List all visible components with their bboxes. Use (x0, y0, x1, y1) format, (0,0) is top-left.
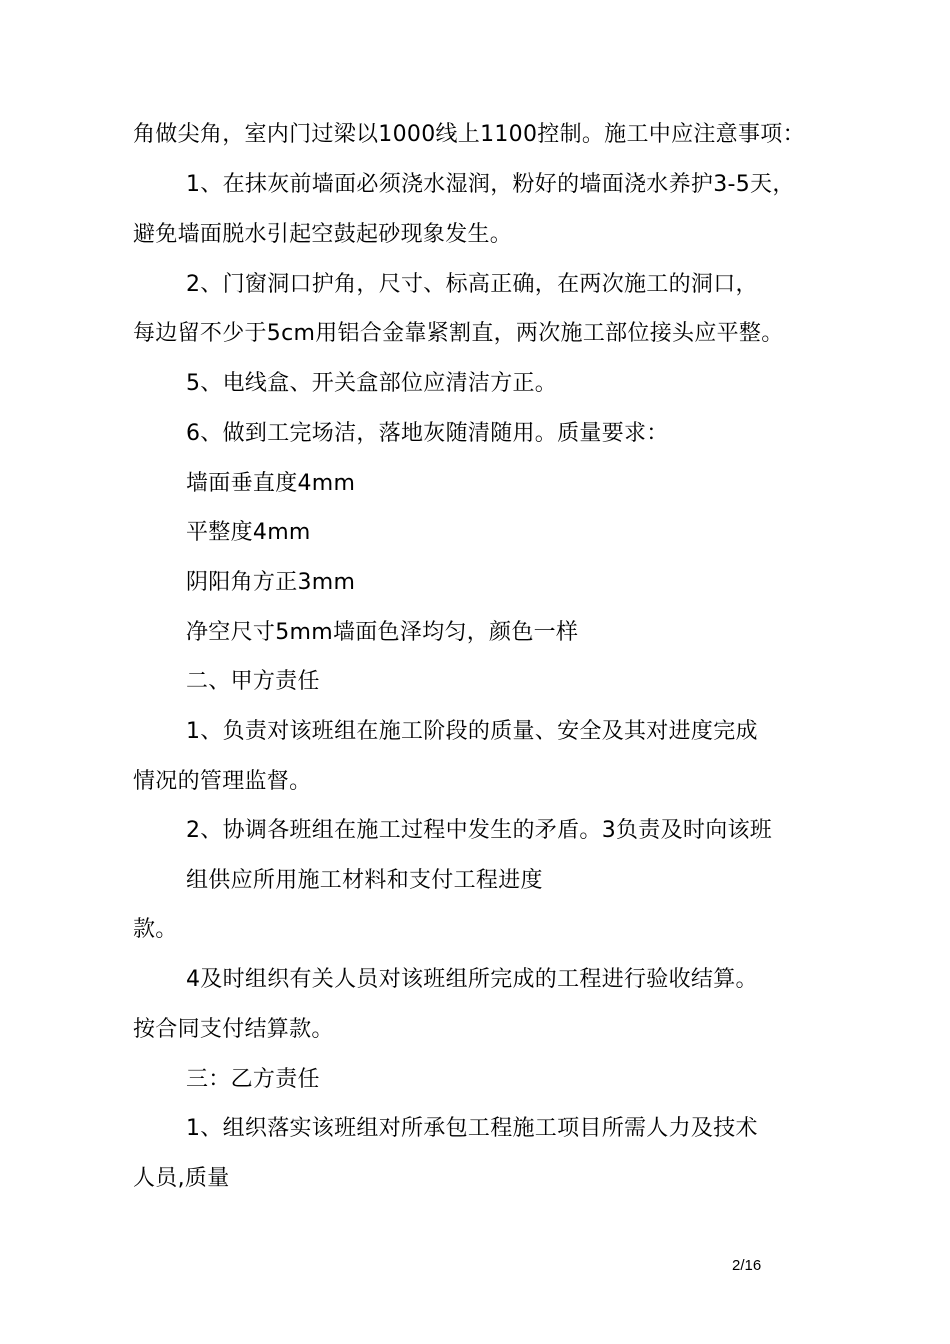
text-line-2: 1、在抹灰前墙面必须浇水湿润，粉好的墙面浇水养护3-5天， (186, 172, 795, 197)
page-number: 2/16 (732, 1257, 762, 1274)
text-line-22: 人员,质量 (133, 1166, 230, 1191)
text-line-17: 款。 (133, 917, 178, 942)
text-line-1: 角做尖角，室内门过梁以1000线上1100控制。施工中应注意事项： (133, 122, 805, 147)
text-line-16: 组供应所用施工材料和支付工程进度 (186, 868, 543, 893)
text-line-6: 5、电线盒、开关盒部位应清洁方正。 (186, 371, 558, 396)
text-line-5: 每边留不少于5cm用铝合金靠紧割直，两次施工部位接头应平整。 (133, 321, 784, 346)
text-line-9: 平整度4mm (186, 520, 311, 545)
section-heading-party-b: 三：乙方责任 (186, 1067, 320, 1092)
section-heading-party-a: 二、甲方责任 (186, 669, 320, 694)
text-line-19: 按合同支付结算款。 (133, 1017, 334, 1042)
text-line-4: 2、门窗洞口护角，尺寸、标高正确，在两次施工的洞口， (186, 272, 758, 297)
text-line-8: 墙面垂直度4mm (186, 471, 356, 496)
text-line-11: 净空尺寸5mm墙面色泽均匀，颜色一样 (186, 620, 579, 645)
text-line-13: 1、负责对该班组在施工阶段的质量、安全及其对进度完成 (186, 719, 758, 744)
text-line-7: 6、做到工完场洁，落地灰随清随用。质量要求： (186, 421, 669, 446)
text-line-3: 避免墙面脱水引起空鼓起砂现象发生。 (133, 222, 513, 247)
text-line-21: 1、组织落实该班组对所承包工程施工项目所需人力及技术 (186, 1116, 758, 1141)
text-line-10: 阴阳角方正3mm (186, 570, 356, 595)
text-line-14: 情况的管理监督。 (133, 769, 312, 794)
text-line-15: 2、协调各班组在施工过程中发生的矛盾。3负责及时向该班 (186, 818, 773, 843)
text-line-18: 4及时组织有关人员对该班组所完成的工程进行验收结算。 (186, 967, 758, 992)
